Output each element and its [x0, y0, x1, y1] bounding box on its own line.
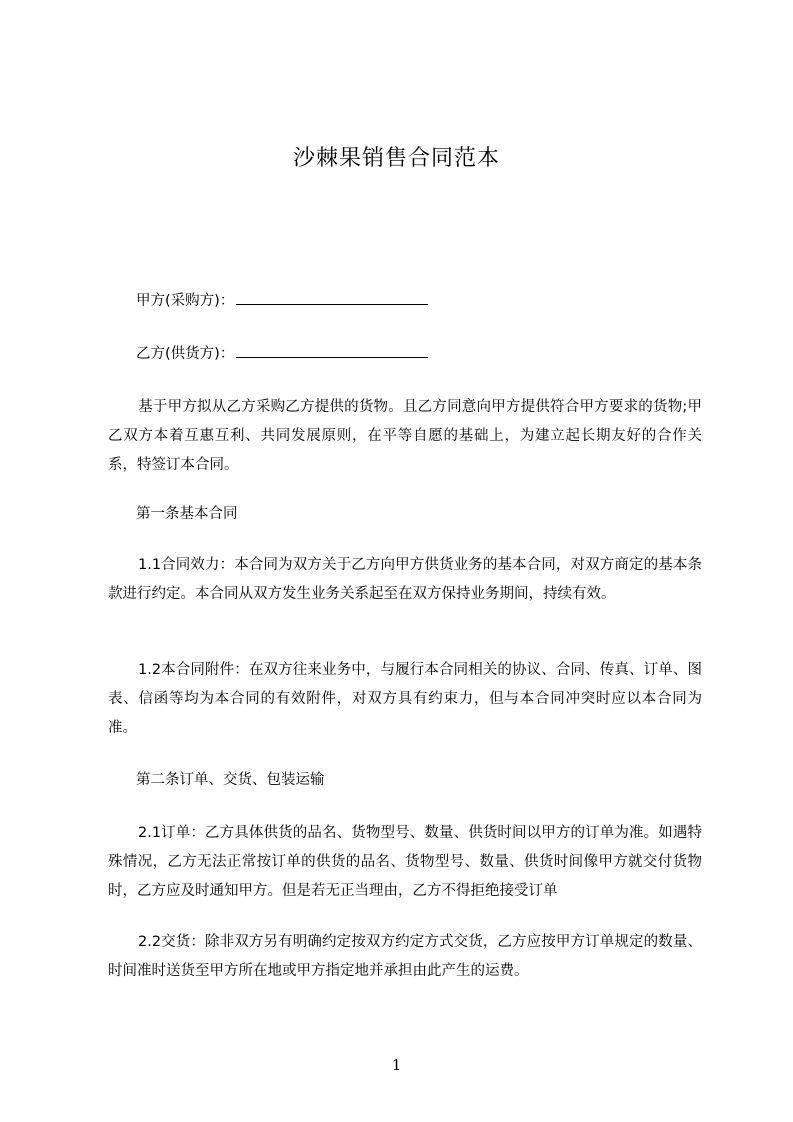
party-a-line — [136, 290, 428, 311]
intro-paragraph — [108, 393, 702, 480]
intro-text: 基于甲方拟从乙方采购乙方提供的货物。且乙方同意向甲方提供符合甲方要求的货物;甲乙双方本着互惠互利、共同发展原则，在平等自愿的基础上，为建立起长期友好的合作关系，特签订本合同。 — [108, 399, 702, 473]
clause-1-2-text: 1.2本合同附件：在双方往来业务中，与履行本合同相关的协议、合同、传真、订单、图表、信函等均为本合同的有效附件，对双方具有约束力，但与本合同冲突时应以本合同为准。 — [108, 662, 702, 736]
clause-1-2 — [108, 656, 702, 743]
clause-1-1 — [108, 551, 702, 609]
clause-2-2-text: 2.2交货：除非双方另有明确约定按双方约定方式交货，乙方应按甲方订单规定的数量、时间准时送货至甲方所在地或甲方指定地并承担由此产生的运费。 — [108, 934, 702, 979]
article-1-heading: 第一条基本合同 — [136, 506, 238, 522]
document-title: 沙棘果销售合同范本 — [292, 146, 500, 171]
clause-2-2 — [108, 928, 702, 986]
party-b-line — [136, 343, 428, 364]
party-a-blank — [236, 290, 428, 305]
article-2-heading: 第二条订单、交货、包装运输 — [136, 772, 325, 788]
clause-2-1-text: 2.1订单：乙方具体供货的品名、货物型号、数量、供货时间以甲方的订单为准。如遇特殊情况，乙方无法正常按订单的供货的品名、货物型号、数量、供货时间像甲方就交付货物时，乙方应及时通知甲方。但是若无正当理由，乙方不得拒绝接受订单 — [108, 825, 702, 899]
party-b-blank — [236, 343, 428, 358]
clause-2-1 — [108, 819, 702, 906]
party-b-label: 乙方(供货方)： — [136, 346, 235, 362]
clause-1-1-text: 1.1合同效力：本合同为双方关于乙方向甲方供货业务的基本合同，对双方商定的基本条款进行约定。本合同从双方发生业务关系起至在双方保持业务期间，持续有效。 — [108, 557, 702, 602]
party-a-label: 甲方(采购方)： — [136, 293, 235, 309]
page-number: 1 — [391, 1056, 402, 1074]
